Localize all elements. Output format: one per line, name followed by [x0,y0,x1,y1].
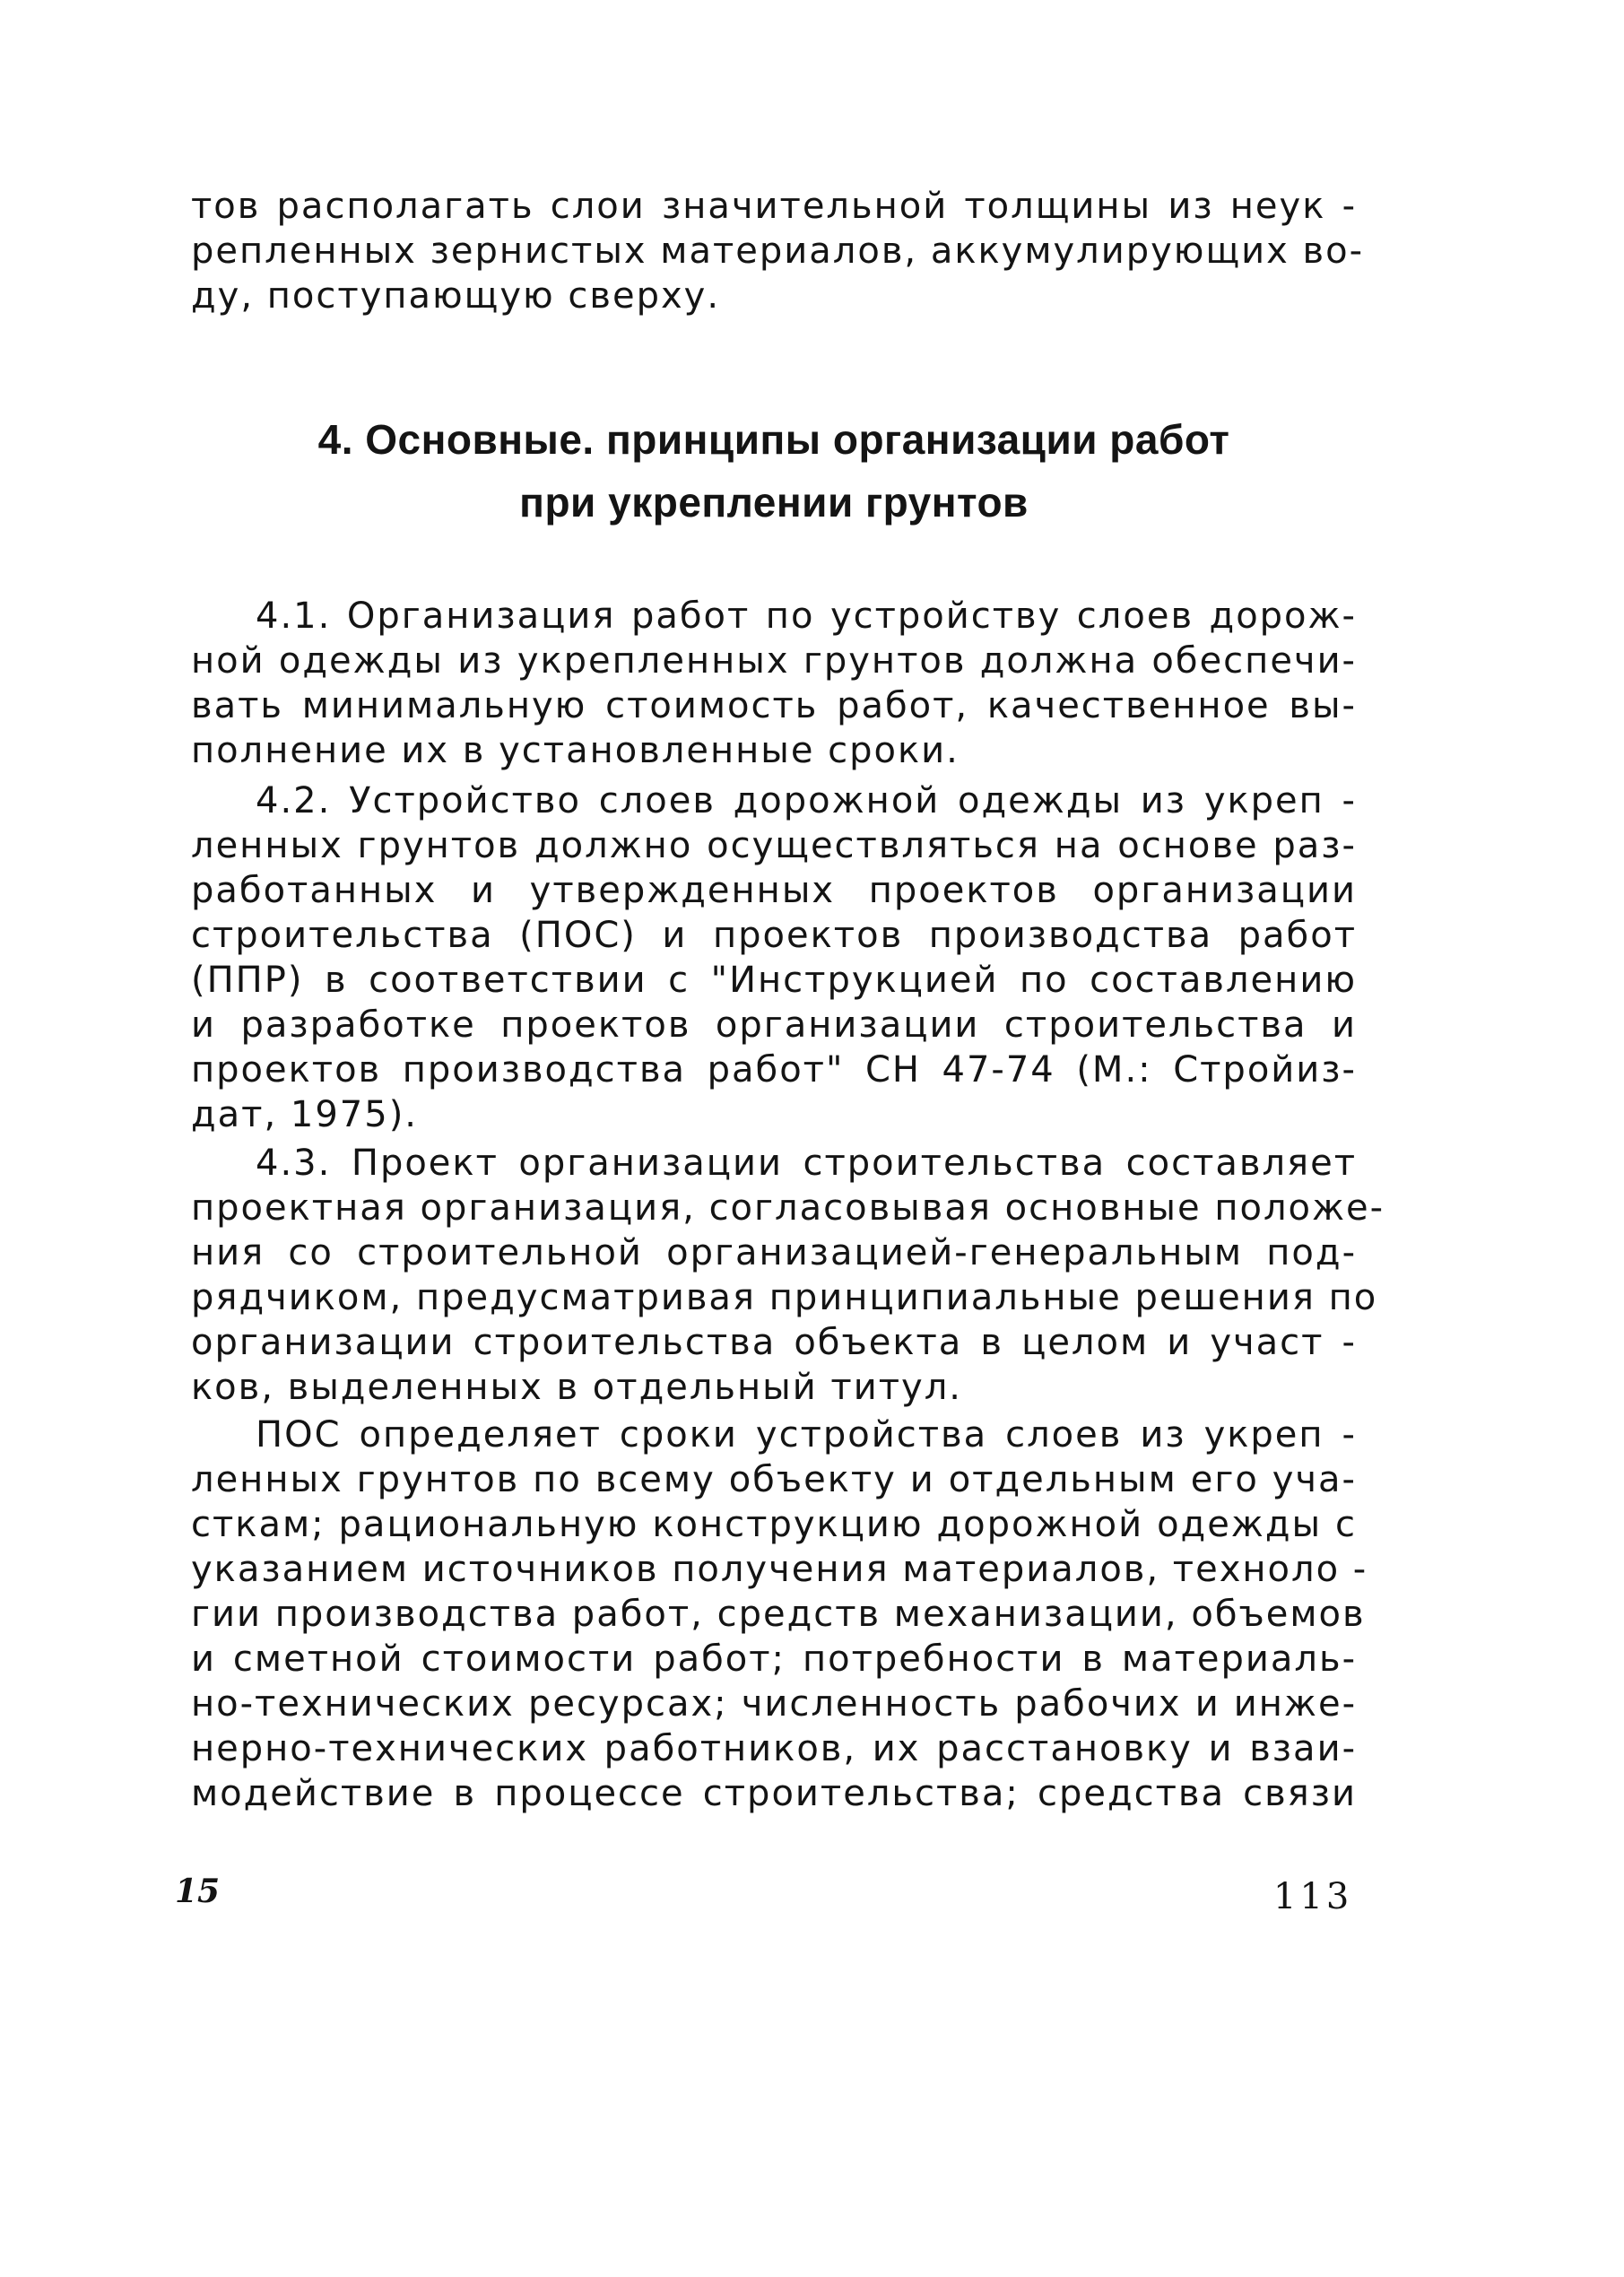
text-line: ПОС определяет сроки устройства слоев из укреп - [256,1414,1357,1456]
text-line: 4.3. Проект организации строительства составляет [256,1143,1357,1184]
signature-mark: 15 [175,1873,221,1910]
text-line: нерно-технических работников, их расстановку и взаи- [191,1728,1357,1769]
text-line: работанных и утвержденных проектов организации [191,870,1357,911]
paragraph-4-2 [191,778,1357,1137]
text-line: проектная организация, согласовывая основные положе- [191,1187,1385,1229]
page-number: 113 [1273,1876,1353,1917]
text-line: организации строительства объекта в целом и участ - [191,1322,1357,1363]
text-line: и сметной стоимости работ; потребности в материаль- [191,1638,1357,1680]
intro-paragraph [191,184,1365,318]
section-heading-line: 4. Основные. принципы организации работ [317,416,1230,463]
text-line: рядчиком, предусматривая принципиальные решения по [191,1277,1378,1318]
text-line: ленных грунтов должно осуществляться на основе раз- [191,825,1357,866]
text-line: (ППР) в соответствии с "Инструкцией по составлению [191,960,1357,1001]
section-heading-line: при укреплении грунтов [519,479,1029,526]
text-line: указанием источников получения материалов, техноло - [191,1549,1368,1590]
paragraph-4-1 [191,594,1357,773]
text-line: ду, поступающую сверху. [191,275,721,317]
text-line: 4.1. Организация работ по устройству слоев дорож- [256,595,1357,637]
text-line: ленных грунтов по всему объекту и отдельным его уча- [191,1459,1357,1500]
text-line: ния со строительной организацией-генеральным под- [191,1232,1357,1273]
text-line: проектов производства работ" СН 47-74 (М.: Стройиз- [191,1049,1357,1091]
text-line: но-технических ресурсах; численность рабочих и инже- [191,1683,1357,1725]
text-line: 4.2. Устройство слоев дорожной одежды из укреп - [256,780,1357,821]
text-line: дат, 1975). [191,1094,419,1135]
text-line: тов располагать слои значительной толщины из неук - [191,186,1357,227]
section-heading [191,408,1357,534]
text-line: вать минимальную стоимость работ, качественное вы- [191,685,1357,726]
text-line: ков, выделенных в отдельный титул. [191,1367,962,1408]
text-line: и разработке проектов организации строительства и [191,1004,1357,1046]
text-line: модействие в процессе строительства; средства связи [191,1773,1357,1814]
text-line: строительства (ПОС) и проектов производства работ [191,915,1357,956]
paragraph-4-3 [191,1141,1385,1410]
paragraph-pos [191,1412,1368,1816]
text-line: гии производства работ, средств механизации, объемов [191,1594,1366,1635]
text-line: полнение их в установленные сроки. [191,730,960,771]
text-line: репленных зернистых материалов, аккумулирующих во- [191,230,1365,272]
text-line: ной одежды из укрепленных грунтов должна обеспечи- [191,640,1357,682]
text-line: сткам; рациональную конструкцию дорожной одежды с [191,1504,1357,1545]
